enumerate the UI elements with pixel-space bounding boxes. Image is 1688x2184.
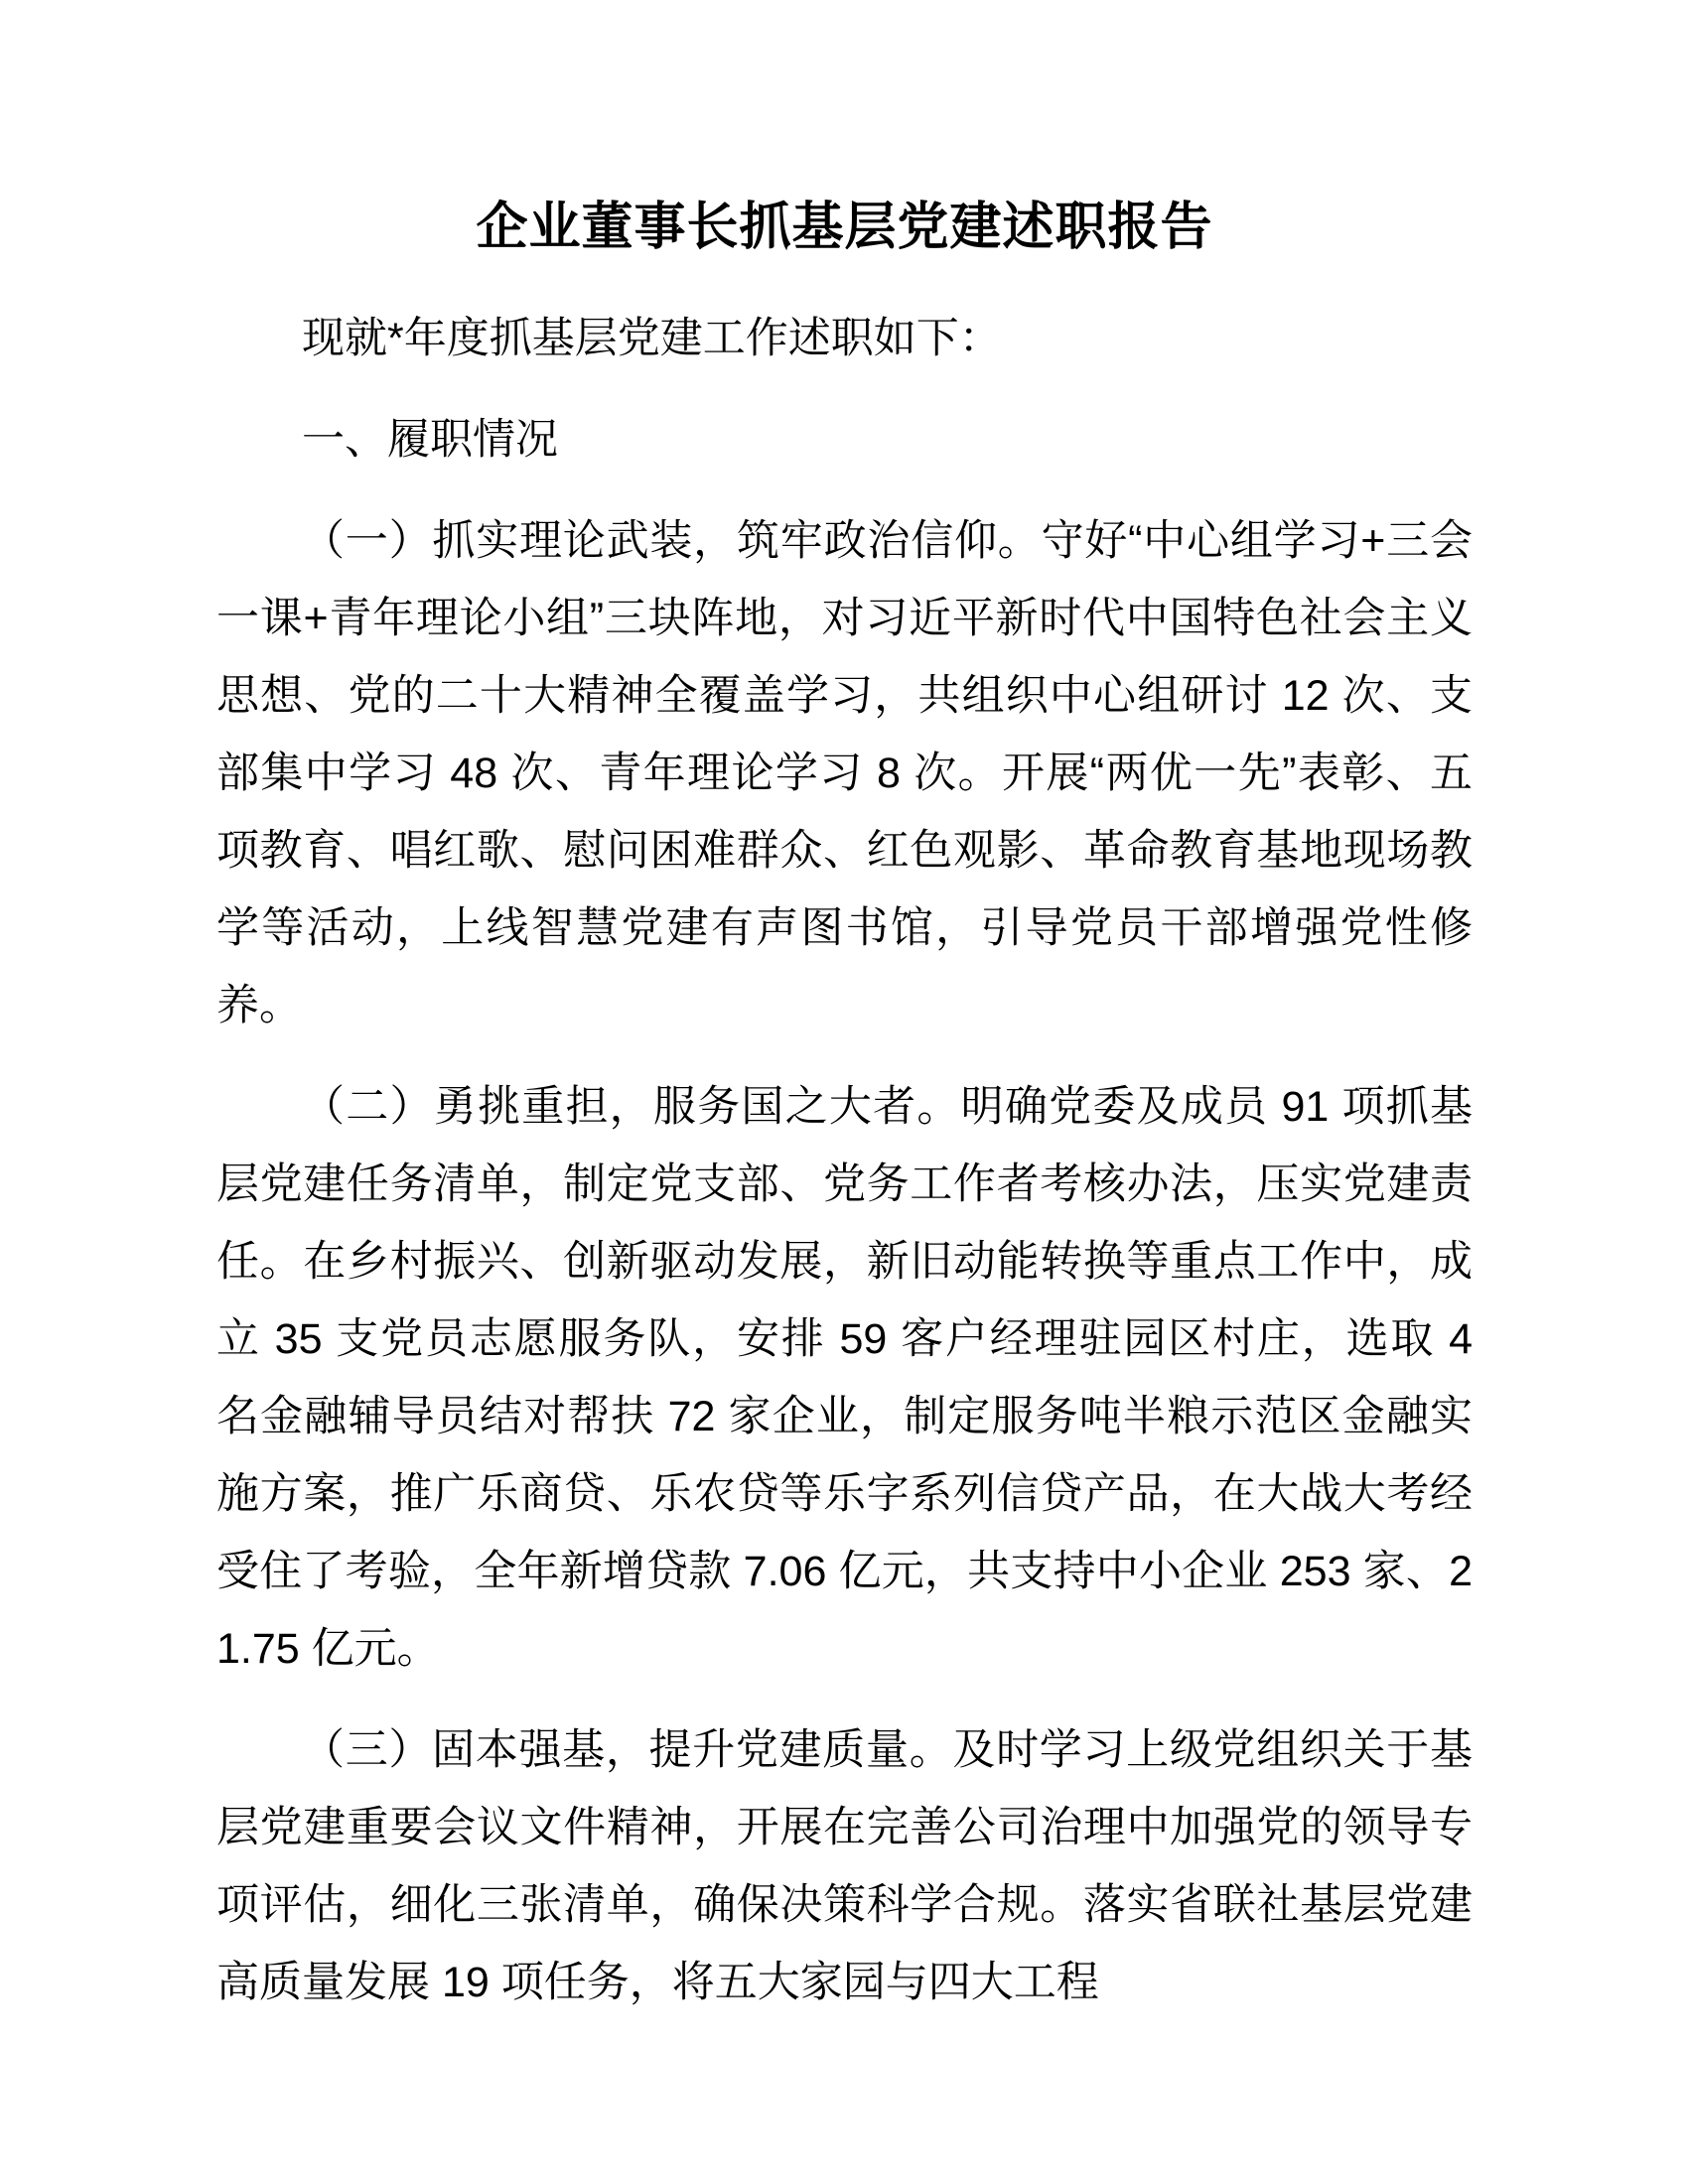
lead-paragraph: 现就*年度抓基层党建工作述职如下： [302,315,1002,363]
page-title: 企业董事长抓基层党建述职报告 [476,199,1213,256]
section-heading-one: 一、履职情况 [302,416,558,465]
document-body [216,0,1473,2021]
subsection-paragraph-1: （一）抓实理论武装，筑牢政治信仰。守好“中心组学习+三会一课+青年理论小组”三块阵地，对习近平新时代中国特色社会主义思想、党的二十大精神全覆盖学习，共组织中心组研讨 12 次、支部集中学习 48 次、青年理论学习 8 次。开展“两优一先”表彰、五项教育、唱红歌、慰问困难群众、红色观影、革命教育基地现场教学等活动，上线智慧党建有声图书馆，引导党员干部增强党性修养。 [216,517,1473,1030]
subsection-paragraph-2: （二）勇挑重担，服务国之大者。明确党委及成员 91 项抓基层党建任务清单，制定党支部、党务工作者考核办法，压实党建责任。在乡村振兴、创新驱动发展，新旧动能转换等重点工作中，成立 35 支党员志愿服务队，安排 59 客户经理驻园区村庄，选取 4 名金融辅导员结对帮扶 72 家企业，制定服务吨半粮示范区金融实施方案，推广乐商贷、乐农贷等乐字系列信贷产品，在大战大考经受住了考验，全年新增贷款 7.06 亿元，共支持中小企业 253 家、21.75 亿元。 [216,1083,1473,1674]
subsection-paragraph-3: （三）固本强基，提升党建质量。及时学习上级党组织关于基层党建重要会议文件精神，开展在完善公司治理中加强党的领导专项评估，细化三张清单，确保决策科学合规。落实省联社基层党建高质量发展 19 项任务，将五大家园与四大工程 [216,1726,1473,2007]
